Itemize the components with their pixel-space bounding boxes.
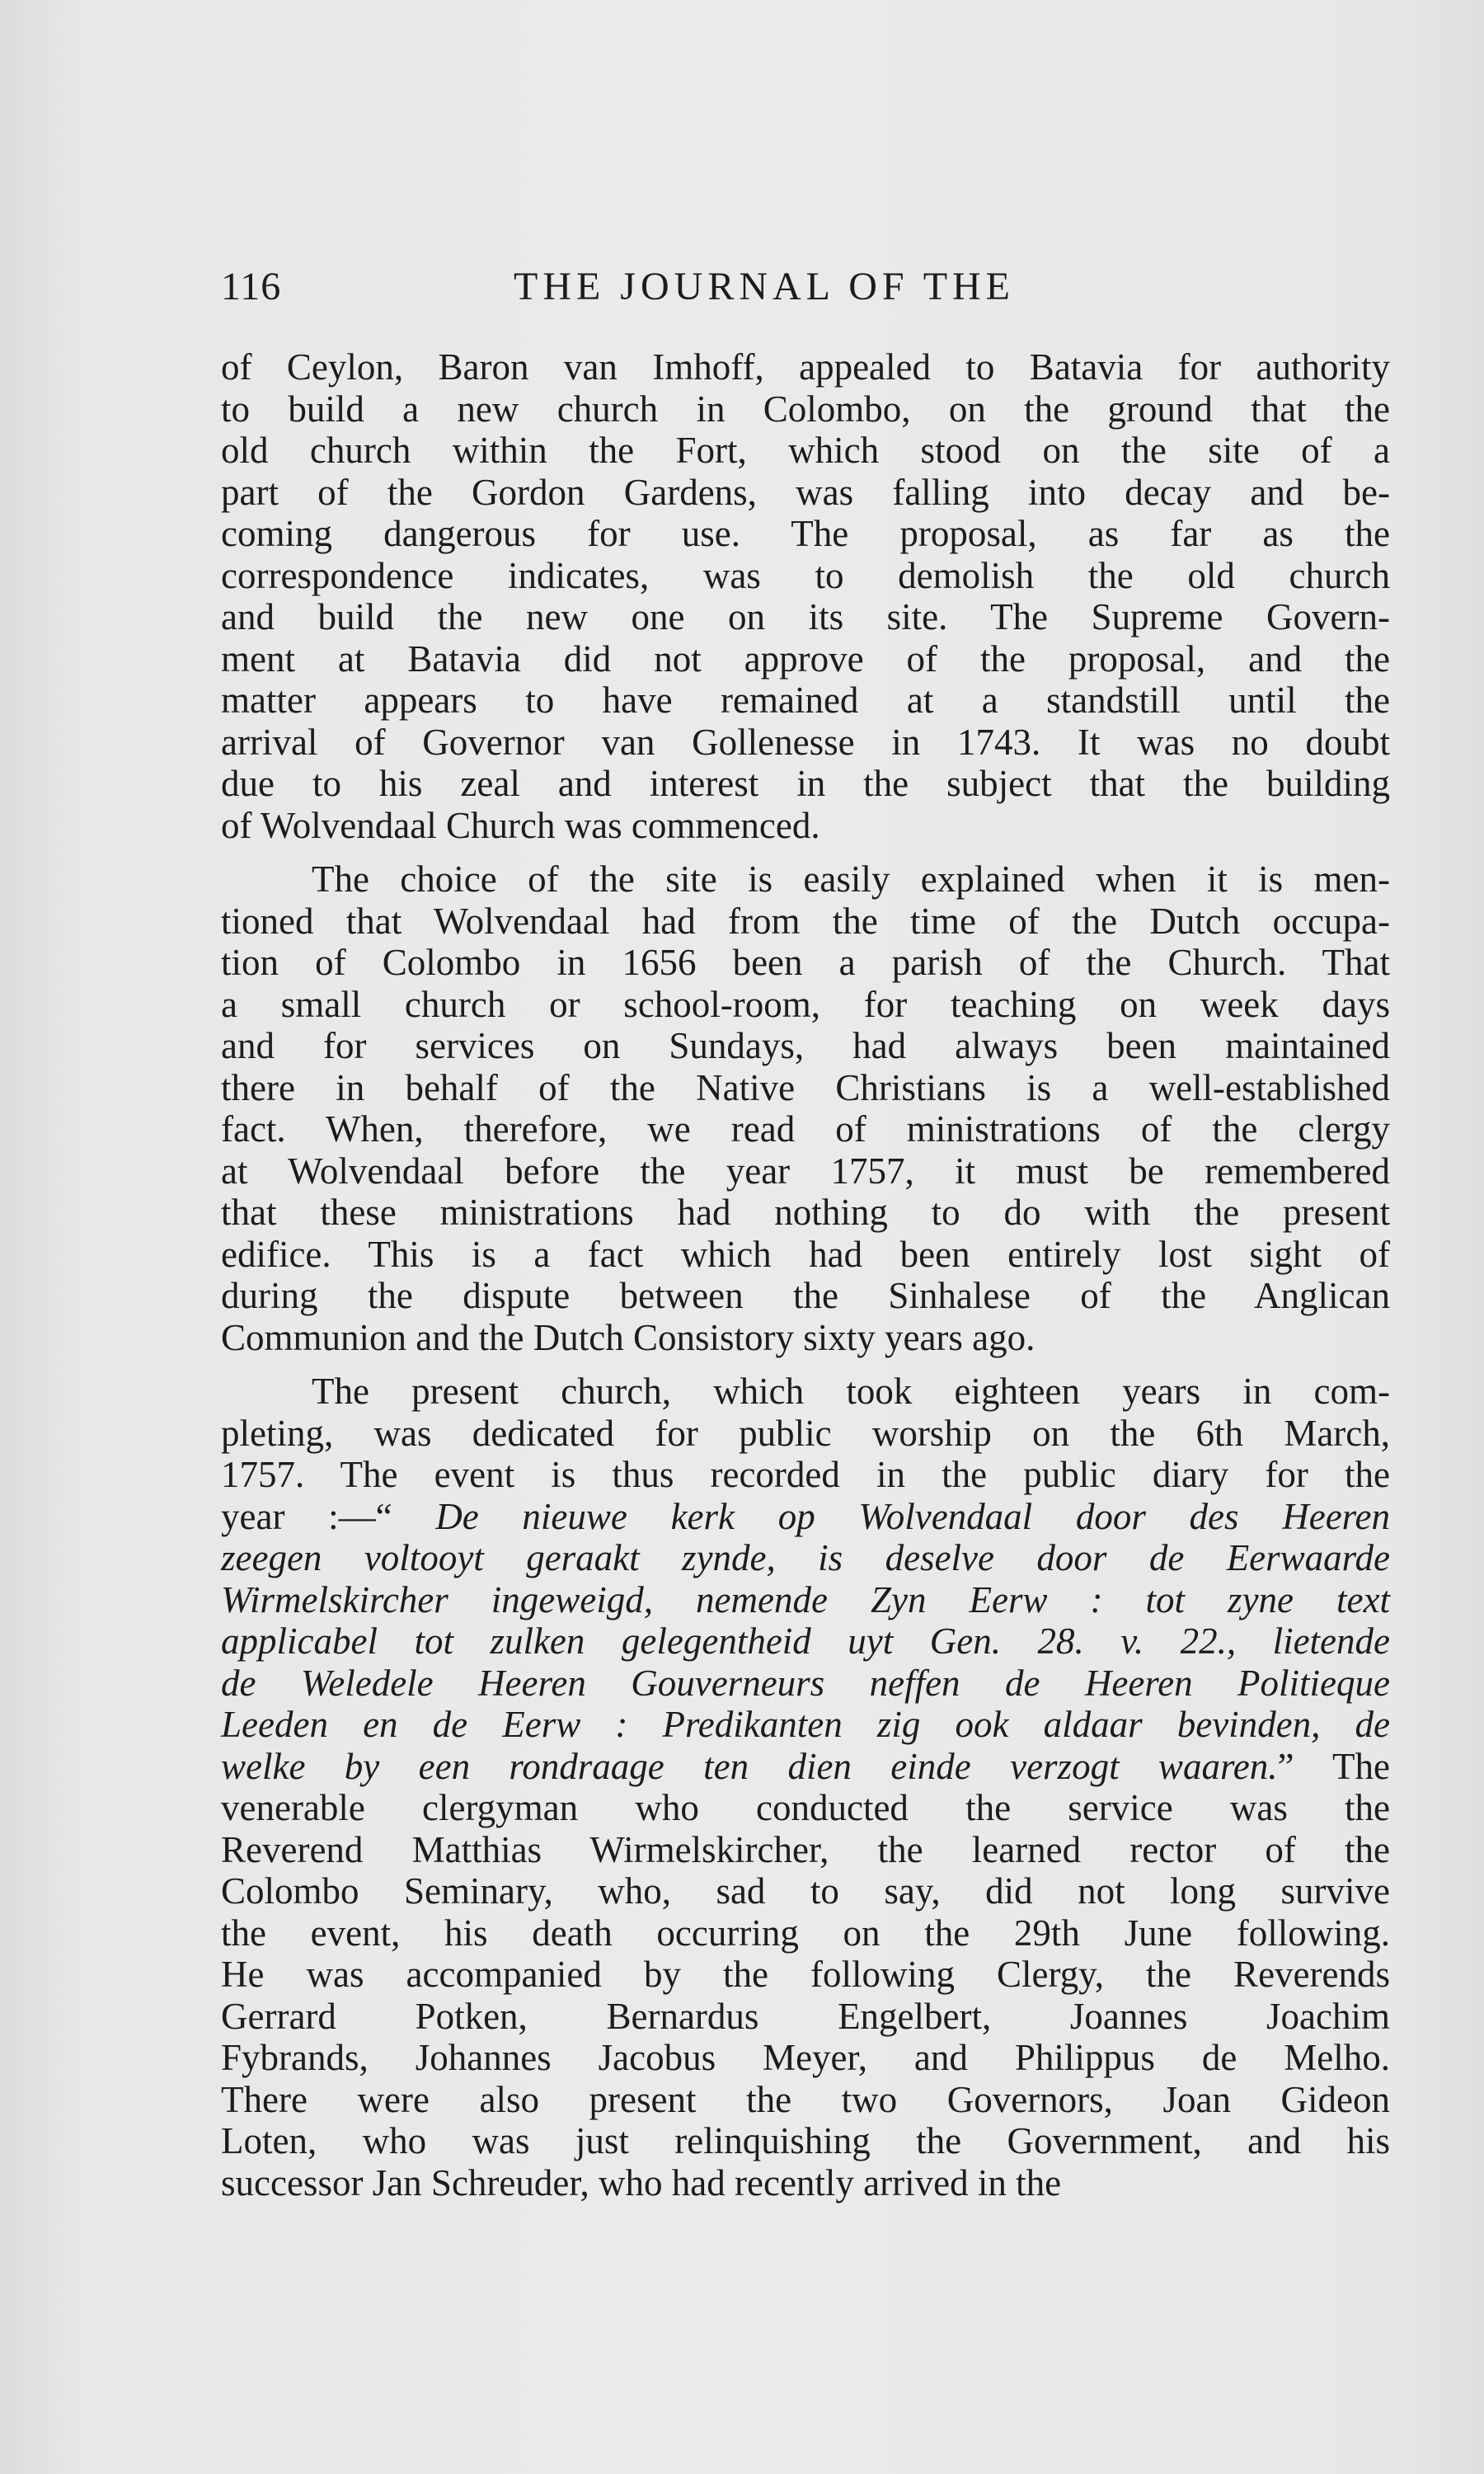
text-line: of Wolvendaal Church was commenced.: [221, 804, 820, 846]
text-line: Leeden en de Eerw : Predikanten zig ook aldaar bevinden, de: [221, 1704, 1390, 1745]
text-line: Colombo Seminary, who, sad to say, did not long survive: [221, 1870, 1390, 1912]
text-line: due to his zeal and interest in the subject that the building: [221, 763, 1390, 804]
text-line: the event, his death occurring on the 29th June following.: [221, 1912, 1390, 1954]
text-line: zeegen voltooyt geraakt zynde, is deselve door de Eerwaarde: [221, 1537, 1390, 1578]
paragraph-2: [221, 858, 1390, 1358]
text-line: old church within the Fort, which stood on the site of a: [221, 430, 1390, 471]
text-line: during the dispute between the Sinhalese of the Anglican: [221, 1275, 1390, 1316]
text-line: fact. When, therefore, we read of ministrations of the clergy: [221, 1108, 1390, 1150]
text-line: The present church, which took eighteen years in com-: [312, 1371, 1390, 1412]
text-line: Communion and the Dutch Consistory sixty years ago.: [221, 1316, 1036, 1358]
text-line: pleting, was dedicated for public worship on the 6th March,: [221, 1412, 1390, 1454]
paragraph-3: [221, 1371, 1390, 2204]
running-head: THE JOURNAL OF THE: [514, 265, 1015, 308]
text-line: a small church or school-room, for teaching on week days: [221, 983, 1390, 1025]
text-line: and build the new one on its site. The Supreme Govern-: [221, 596, 1390, 637]
text-line: correspondence indicates, was to demolish the old church: [221, 554, 1390, 596]
text-line: edifice. This is a fact which had been entirely lost sight of: [221, 1233, 1390, 1275]
text-line: part of the Gordon Gardens, was falling into decay and be-: [221, 471, 1390, 513]
text-line: 1757. The event is thus recorded in the public diary for the: [221, 1454, 1390, 1495]
paragraph-1: [221, 346, 1390, 846]
text-line: Wirmelskircher ingeweigd, nemende Zyn Eerw : tot zyne text: [221, 1578, 1390, 1620]
text-line: tioned that Wolvendaal had from the time of the Dutch occupa-: [221, 900, 1390, 942]
text-line: coming dangerous for use. The proposal, as far as the: [221, 513, 1390, 554]
text-line: matter appears to have remained at a standstill until the: [221, 680, 1390, 721]
text-line: venerable clergyman who conducted the service was the: [221, 1787, 1390, 1828]
page-header: [221, 262, 1400, 312]
text-line: of Ceylon, Baron van Imhoff, appealed to Batavia for authority: [221, 346, 1390, 388]
text-line: there in behalf of the Native Christians is a well-established: [221, 1066, 1390, 1108]
text-line: tion of Colombo in 1656 been a parish of the Church. That: [221, 942, 1390, 983]
body-text: [221, 346, 1390, 2204]
text-line: He was accompanied by the following Clergy, the Reverends: [221, 1954, 1390, 1995]
text-line: There were also present the two Governors, Joan Gideon: [221, 2078, 1390, 2120]
page-number: 116: [221, 265, 282, 308]
text-line: ment at Batavia did not approve of the proposal, and the: [221, 637, 1390, 680]
text-line: that these ministrations had nothing to do with the present: [221, 1192, 1390, 1233]
text-line: welke by een rondraage ten dien einde verzogt waaren.” The: [221, 1745, 1390, 1787]
text-line: Fybrands, Johannes Jacobus Meyer, and Philippus de Melho.: [221, 2037, 1390, 2078]
text-line: applicabel tot zulken gelegentheid uyt Gen. 28. v. 22., lietende: [221, 1620, 1390, 1662]
text-line: and for services on Sundays, had always been maintained: [221, 1025, 1390, 1066]
text-line: to build a new church in Colombo, on the ground that the: [221, 388, 1390, 430]
text-line: The choice of the site is easily explained when it is men-: [312, 858, 1390, 900]
text-line: arrival of Governor van Gollenesse in 1743. It was no doubt: [221, 721, 1390, 763]
text-line: year :—“ De nieuwe kerk op Wolvendaal door des Heeren: [221, 1495, 1390, 1537]
text-line: Reverend Matthias Wirmelskircher, the learned rector of the: [221, 1828, 1390, 1870]
text-line: at Wolvendaal before the year 1757, it must be remembered: [221, 1150, 1390, 1192]
text-line: de Weledele Heeren Gouverneurs neffen de Heeren Politieque: [221, 1662, 1390, 1704]
text-line: Loten, who was just relinquishing the Government, and his: [221, 2120, 1390, 2161]
text-line: successor Jan Schreuder, who had recently arrived in the: [221, 2161, 1062, 2204]
text-line: Gerrard Potken, Bernardus Engelbert, Joannes Joachim: [221, 1995, 1390, 2037]
